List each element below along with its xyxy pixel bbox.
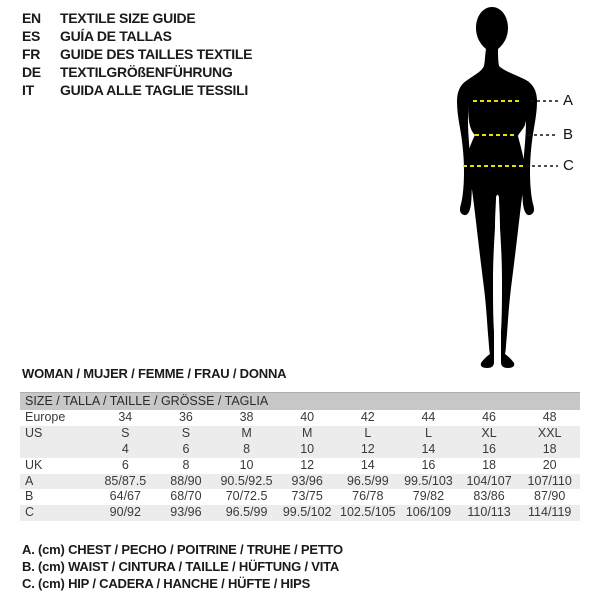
table-cell: 88/90 (170, 473, 202, 488)
measurement-legend (22, 541, 343, 592)
row-label: UK (25, 457, 43, 472)
table-cell: 87/90 (534, 489, 566, 504)
table-cell: 93/96 (170, 505, 202, 520)
language-title-list (22, 9, 252, 99)
table-cell: XXL (537, 425, 562, 440)
title-text: GUÍA DE TALLAS (60, 28, 172, 44)
table-row-waist (20, 489, 580, 505)
row-label: B (25, 489, 34, 504)
language-code: ES (22, 28, 41, 44)
table-cell: 34 (118, 410, 133, 424)
row-label: C (25, 505, 35, 520)
table-cell: 99.5/103 (404, 473, 453, 488)
table-cell: 12 (300, 457, 315, 472)
table-cell: 85/87.5 (104, 473, 147, 488)
size-table-header: SIZE / TALLA / TAILLE / GRÖSSE / TAGLIA (20, 392, 580, 410)
title-text: GUIDA ALLE TAGLIE TESSILI (60, 82, 248, 98)
table-cell: 18 (482, 457, 497, 472)
table-row-europe (20, 410, 580, 426)
table-cell: 96.5/99 (225, 505, 268, 520)
table-cell: 79/82 (412, 489, 445, 504)
table-row-hip (20, 505, 580, 521)
title-line-fr (22, 45, 252, 63)
table-cell: 83/86 (473, 489, 505, 504)
title-line-it (22, 81, 252, 99)
table-cell: 114/119 (528, 505, 572, 520)
table-cell: 76/78 (352, 489, 384, 504)
size-table (20, 392, 580, 521)
table-cell: 107/110 (527, 473, 572, 488)
row-label: A (25, 473, 34, 488)
table-cell: 102.5/105 (340, 505, 396, 520)
table-cell: 8 (243, 441, 251, 456)
table-cell: 90/92 (109, 505, 141, 520)
marker-label-hip: C (563, 157, 574, 174)
table-cell: M (241, 425, 252, 440)
table-row-us (20, 426, 580, 442)
section-heading-woman: WOMAN / MUJER / FEMME / FRAU / DONNA (22, 366, 287, 381)
language-code: IT (22, 82, 34, 98)
table-cell: S (181, 425, 191, 440)
table-row-uk (20, 458, 580, 474)
language-code: DE (22, 64, 41, 80)
table-row-us-numeric (20, 442, 580, 458)
row-label: US (25, 425, 43, 440)
table-cell: 110/113 (467, 505, 511, 520)
title-line-de (22, 63, 252, 81)
table-cell: 14 (360, 457, 375, 472)
table-cell: 16 (482, 441, 497, 456)
legend-hip: C. (cm) HIP / CADERA / HANCHE / HÜFTE / HIPS (22, 576, 311, 591)
table-cell: L (424, 425, 432, 440)
woman-silhouette (457, 7, 537, 368)
woman-silhouette-figure (438, 4, 562, 370)
title-text: TEXTILE SIZE GUIDE (60, 10, 196, 26)
table-cell: 46 (482, 410, 497, 424)
title-text: GUIDE DES TAILLES TEXTILE (60, 46, 253, 62)
table-cell: 99.5/102 (282, 505, 332, 520)
table-cell: 42 (360, 410, 375, 424)
table-cell: 18 (542, 441, 557, 456)
table-cell: 68/70 (170, 489, 202, 504)
table-cell: 48 (542, 410, 557, 424)
language-code: EN (22, 10, 41, 26)
table-cell: 20 (542, 457, 557, 472)
marker-label-chest: A (563, 92, 574, 109)
table-cell: 38 (239, 410, 254, 424)
table-cell: 40 (300, 410, 315, 424)
marker-label-waist: B (563, 126, 574, 143)
table-row-chest (20, 474, 580, 490)
row-label: Europe (25, 410, 66, 424)
table-cell: L (364, 425, 372, 440)
table-cell: 96.5/99 (346, 473, 389, 488)
table-cell: 93/96 (291, 473, 323, 488)
table-cell: 70/72.5 (225, 489, 268, 504)
table-cell: 10 (300, 441, 315, 456)
title-text: TEXTILGRÖßENFÜHRUNG (60, 64, 233, 80)
table-cell: 104/107 (466, 473, 512, 488)
table-cell: XL (481, 425, 497, 440)
table-cell: 36 (178, 410, 193, 424)
table-cell: 73/75 (291, 489, 323, 504)
title-line-es (22, 27, 252, 45)
table-cell: 106/109 (405, 505, 452, 520)
table-cell: 90.5/92.5 (220, 473, 273, 488)
table-cell: 12 (360, 441, 375, 456)
language-code: FR (22, 46, 41, 62)
legend-waist: B. (cm) WAIST / CINTURA / TAILLE / HÜFTUNG / VITA (22, 559, 340, 574)
table-cell: 64/67 (109, 489, 141, 504)
table-cell: 6 (182, 441, 190, 456)
table-cell: 44 (421, 410, 436, 424)
table-cell: 6 (121, 457, 129, 472)
table-cell: 8 (182, 457, 190, 472)
title-line-en (22, 9, 252, 27)
table-cell: 4 (121, 441, 129, 456)
table-cell: S (121, 425, 130, 440)
row-label (20, 442, 95, 458)
table-cell: 16 (421, 457, 436, 472)
table-cell: 10 (239, 457, 254, 472)
legend-chest: A. (cm) CHEST / PECHO / POITRINE / TRUHE / PETTO (22, 542, 343, 557)
table-cell: M (301, 425, 313, 440)
table-cell: 14 (421, 441, 436, 456)
